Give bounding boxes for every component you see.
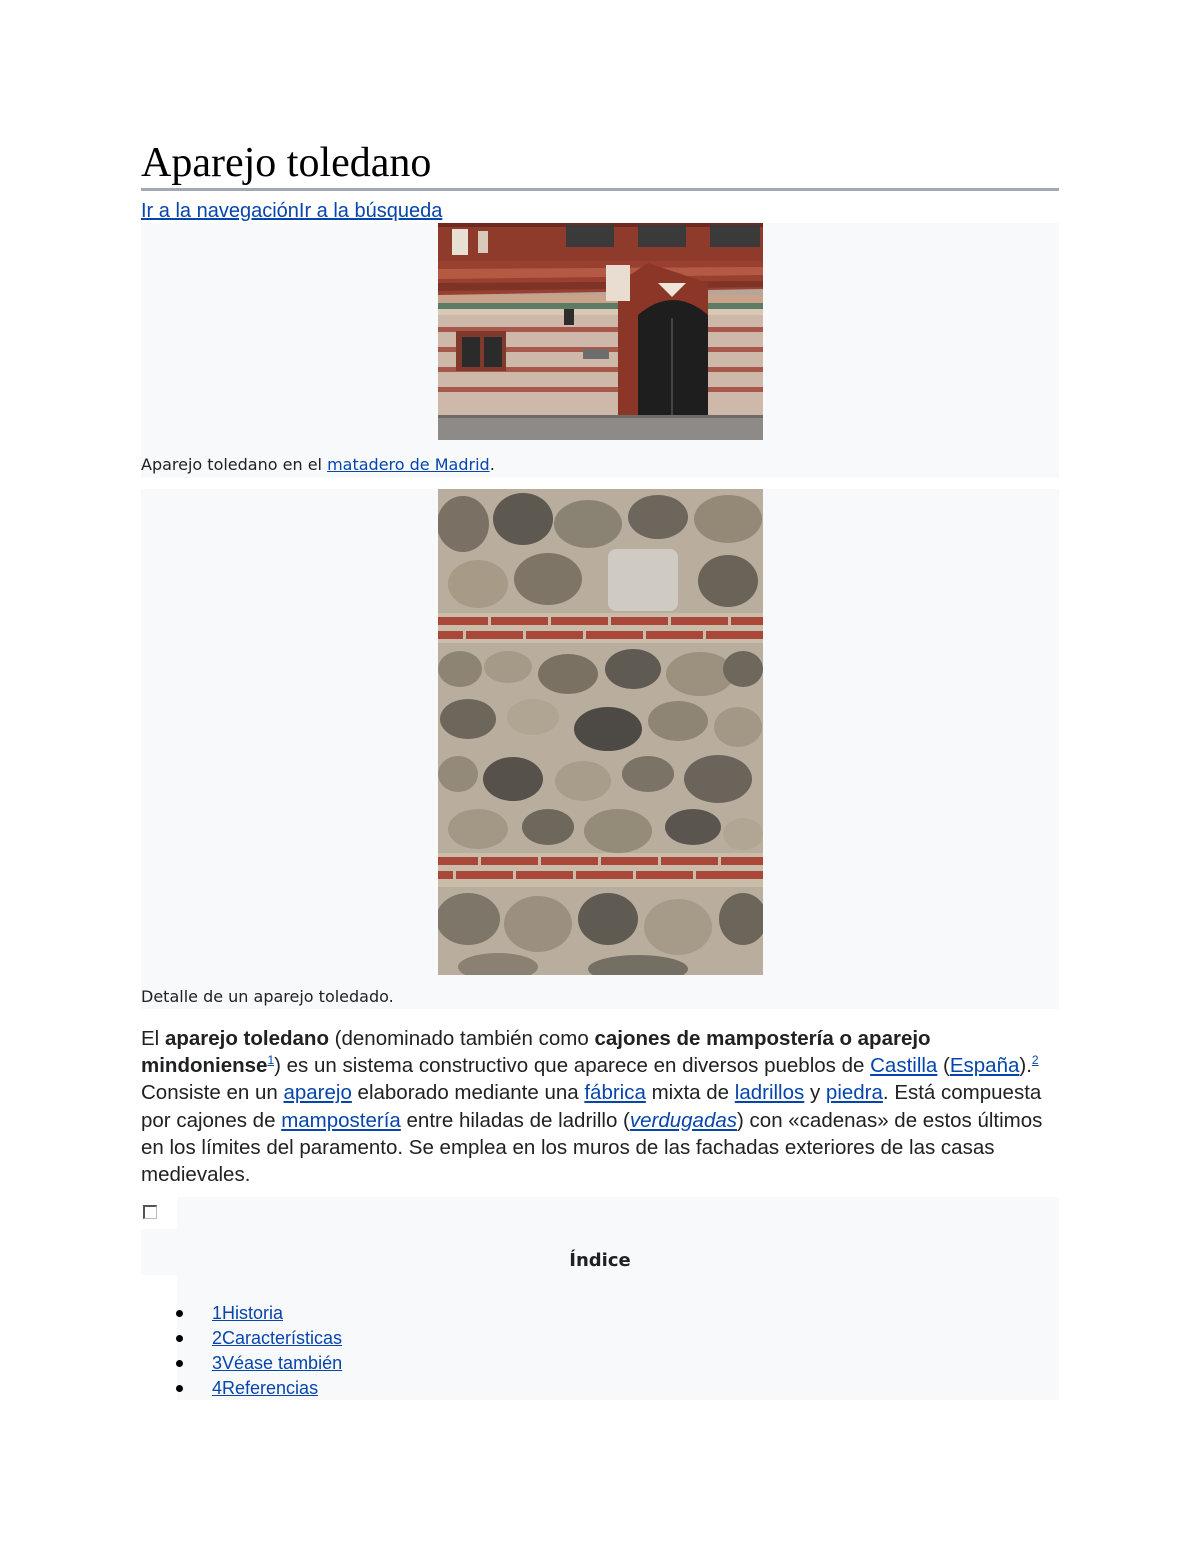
intro-text: mixta de bbox=[645, 1081, 735, 1105]
reference-1-link[interactable]: 1 bbox=[267, 1053, 275, 1068]
castilla-link[interactable]: Castilla bbox=[870, 1054, 938, 1078]
jump-to-search-link[interactable]: Ir a la búsqueda bbox=[298, 200, 443, 222]
jump-to-navigation-link[interactable]: Ir a la navegación bbox=[141, 200, 299, 222]
intro-text: . Está compuesta por cajones de bbox=[141, 1081, 1042, 1132]
bullet-icon bbox=[176, 1310, 183, 1317]
toc-title: Índice bbox=[569, 1250, 631, 1271]
toc-link-historia[interactable]: 1Historia bbox=[212, 1303, 284, 1323]
jump-links bbox=[141, 198, 442, 224]
intro-text: entre hiladas de ladrillo ( bbox=[400, 1108, 630, 1132]
table-of-contents bbox=[141, 1197, 1059, 1400]
toc-item-historia bbox=[176, 1301, 342, 1326]
matadero-facade-image[interactable] bbox=[438, 223, 763, 440]
toc-item-vease-tambien bbox=[176, 1351, 342, 1376]
toc-toggle-checkbox[interactable] bbox=[143, 1205, 157, 1219]
toc-link-referencias[interactable]: 4Referencias bbox=[212, 1378, 319, 1398]
toc-link-caracteristicas[interactable]: 2Características bbox=[212, 1328, 343, 1348]
bullet-icon bbox=[176, 1335, 183, 1342]
caption-period: . bbox=[489, 455, 495, 474]
matadero-link[interactable]: matadero de Madrid bbox=[327, 455, 490, 474]
figure-matadero bbox=[141, 223, 1059, 478]
intro-text: elaborado mediante una bbox=[351, 1081, 585, 1105]
intro-text: El bbox=[141, 1027, 165, 1050]
figure-caption bbox=[141, 455, 495, 475]
figure-caption: Detalle de un aparejo toledado. bbox=[141, 987, 394, 1006]
toc-item-caracteristicas bbox=[176, 1326, 342, 1351]
toc-gutter bbox=[141, 1275, 177, 1400]
term-aparejo-toledano: aparejo toledano bbox=[164, 1027, 329, 1050]
bullet-icon bbox=[176, 1360, 183, 1367]
term-cajones: cajones de mampostería o aparejo mindoniense bbox=[141, 1027, 931, 1078]
page-title: Aparejo toledano bbox=[141, 138, 1059, 191]
figure-wall-detail bbox=[141, 489, 1059, 1009]
intro-text: ) es un sistema constructivo que aparece en diversos pueblos de bbox=[274, 1054, 871, 1078]
wall-detail-image[interactable] bbox=[438, 489, 763, 975]
bullet-icon bbox=[176, 1385, 183, 1392]
toc-list bbox=[176, 1301, 342, 1401]
verdugadas-link[interactable]: verdugadas bbox=[629, 1108, 738, 1132]
toc-link-vease-tambien[interactable]: 3Véase también bbox=[212, 1353, 343, 1373]
ladrillos-link[interactable]: ladrillos bbox=[734, 1081, 805, 1105]
espana-link[interactable]: España bbox=[949, 1054, 1020, 1078]
mamposteria-link[interactable]: mampostería bbox=[281, 1108, 401, 1132]
intro-text: ) con «cadenas» de estos últimos en los límites del paramento. Se emplea en los muros de las fachadas exteriores de las casas medievales. bbox=[141, 1108, 1043, 1187]
aparejo-link[interactable]: aparejo bbox=[283, 1081, 352, 1105]
toc-item-referencias bbox=[176, 1376, 342, 1401]
intro-text: ( bbox=[937, 1054, 950, 1078]
reference-2-link[interactable]: 2 bbox=[1031, 1053, 1039, 1068]
piedra-link[interactable]: piedra bbox=[825, 1081, 883, 1105]
caption-text: Aparejo toledano en el bbox=[141, 455, 328, 474]
intro-text: ). bbox=[1019, 1054, 1032, 1078]
intro-text: Consiste en un bbox=[141, 1081, 284, 1105]
intro-text: y bbox=[804, 1081, 826, 1105]
intro-paragraph bbox=[141, 1025, 1059, 1188]
fabrica-link[interactable]: fábrica bbox=[584, 1081, 646, 1105]
intro-text: (denominado también como bbox=[328, 1027, 595, 1050]
